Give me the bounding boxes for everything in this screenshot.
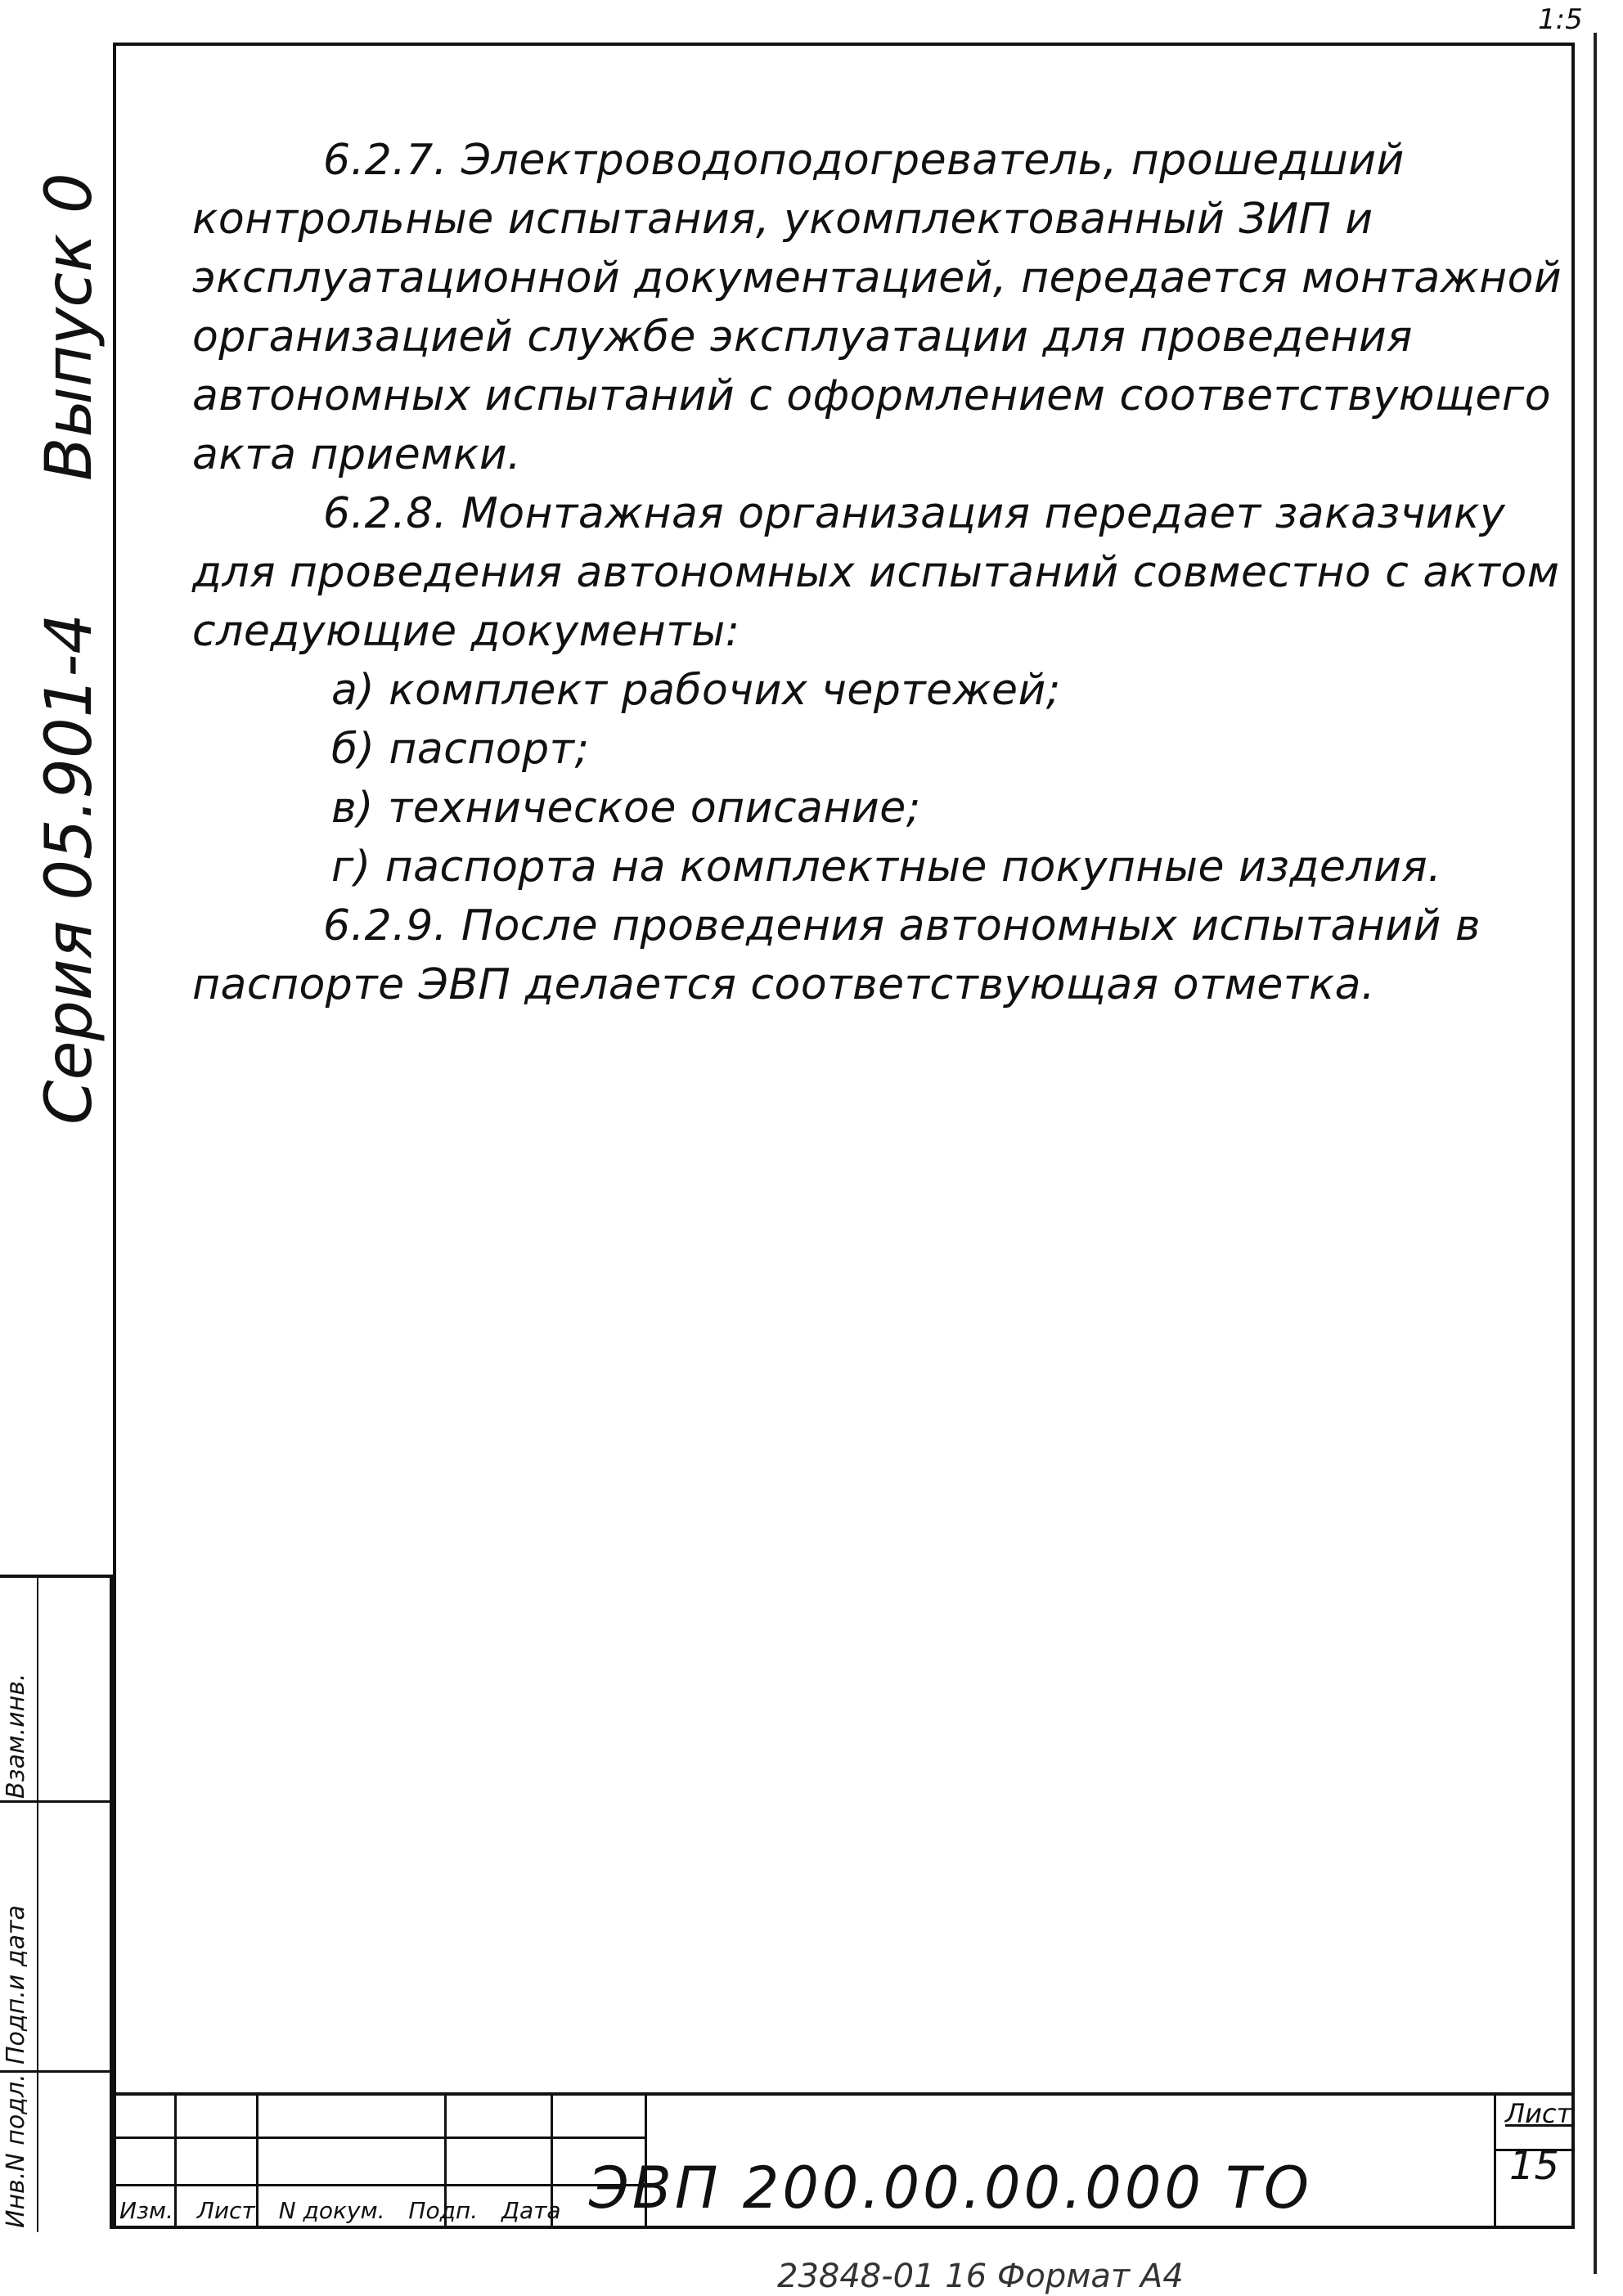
stamp-cell-sign: [0, 1803, 113, 2073]
title-block-labels: [119, 2197, 578, 2224]
series-label: Серия 05.901-4: [33, 613, 106, 1125]
title-block-row-line: [113, 2136, 645, 2139]
stamp-sign-date: Подп.и дата: [2, 1905, 30, 2065]
document-code: ЭВП 200.00.00.000 ТО: [589, 2154, 1313, 2222]
paragraph-6-2-8: 6.2.8. Монтажная организация передает заказчику для проведения автономных испытаний совместно с актом следующие документы:: [192, 489, 1560, 656]
footer-note: 23848-01 16 Формат А4: [777, 2258, 1184, 2295]
list-item: в) техническое описание;: [331, 784, 921, 833]
list-item: г) паспорта на комплектные покупные изделия.: [331, 842, 1442, 892]
title-block-col-line: [1494, 2096, 1496, 2229]
stamp-inv: Инв.N подл.: [2, 2074, 30, 2228]
issue-label: Выпуск 0: [33, 173, 106, 481]
stamp-cell-replace: [0, 1578, 113, 1803]
paragraph-6-2-9: 6.2.9. После проведения автономных испытаний в паспорте ЭВП делается соответствующая отметка.: [192, 901, 1481, 1009]
stamp-cell-inv: [0, 2073, 113, 2232]
stamp-replace-inv: Взам.инв.: [2, 1673, 30, 1799]
stamp-column: [0, 1575, 113, 2229]
right-border-line: [1594, 33, 1597, 2274]
label-change: Изм.: [119, 2197, 173, 2224]
sheet-label: Лист: [1505, 2098, 1572, 2129]
label-sheet: Лист: [196, 2197, 255, 2224]
title-block-row-line: [113, 2184, 645, 2186]
corner-mark: 1:5: [1538, 3, 1583, 36]
paragraph-6-2-7: 6.2.7. Электроводоподогреватель, прошедший контрольные испытания, укомплектованный ЗИП и эксплуатационной документацией, передается монтажной организацией службе эксплуатации для проведения автономных испытаний с оформлением соответствующего акта приемки.: [192, 136, 1562, 479]
list-item: а) комплект рабочих чертежей;: [331, 666, 1061, 715]
list-item: б) паспорт;: [331, 725, 590, 774]
label-signature: Подп.: [408, 2197, 479, 2224]
label-date: Дата: [501, 2197, 561, 2224]
label-doc-number: N докум.: [278, 2197, 385, 2224]
sheet-number: 15: [1509, 2143, 1560, 2189]
document-body: [192, 131, 1567, 1014]
